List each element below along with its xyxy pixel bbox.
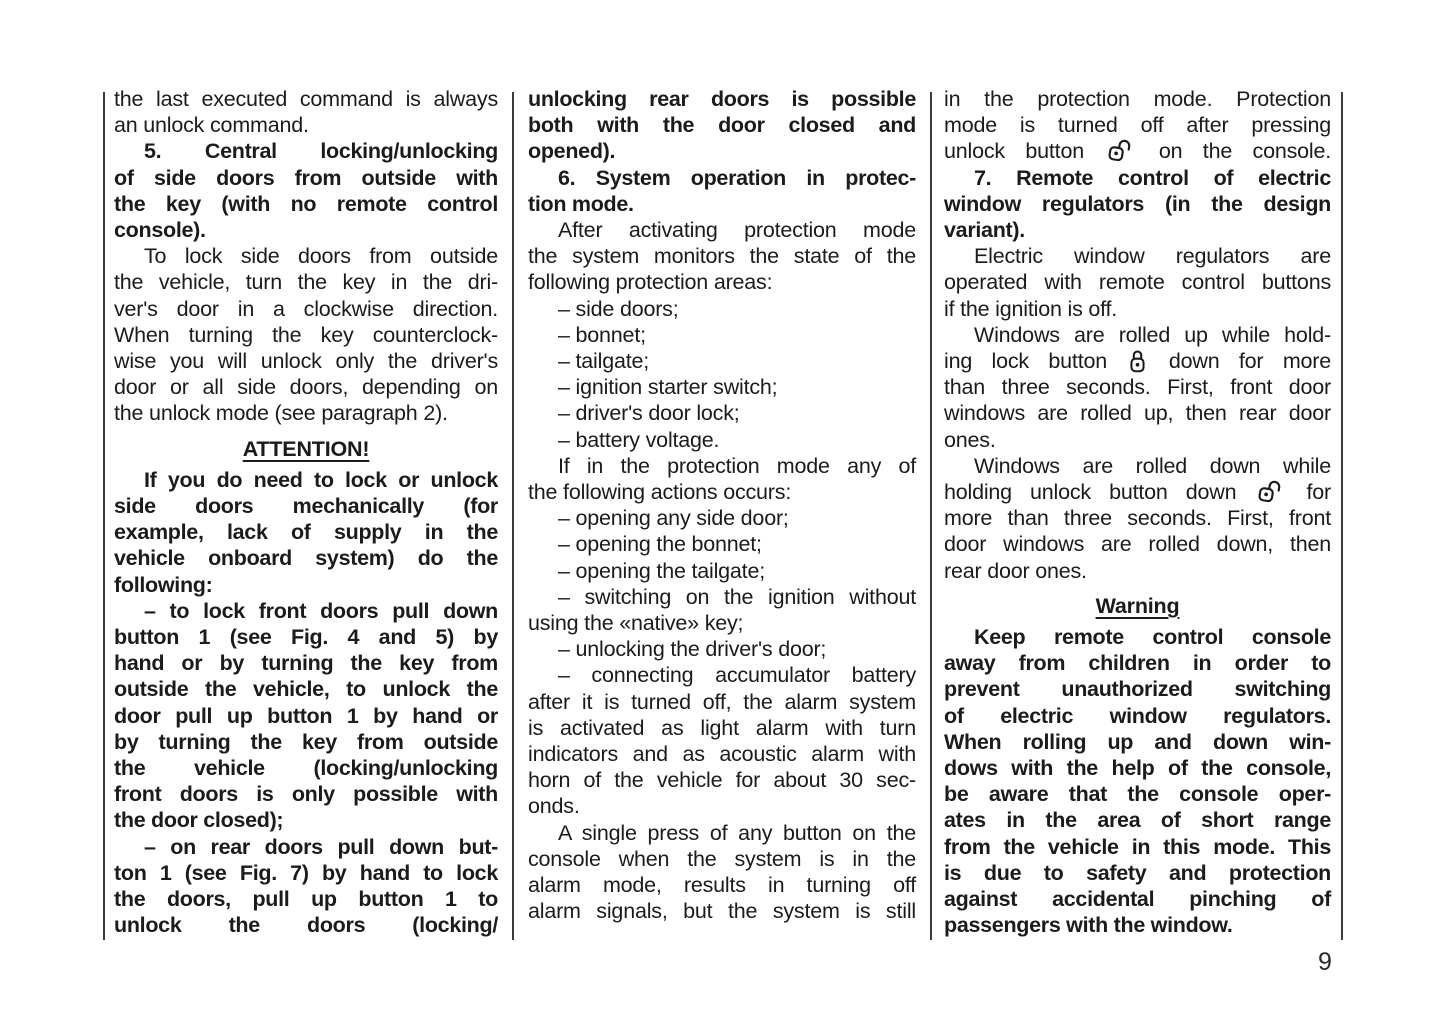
left-column-rule [103,92,105,940]
text-line: ver's door in a clockwise direction. [114,296,498,321]
text-line: – tailgate; [558,349,650,374]
text-line: A single press of any button on the [558,820,916,845]
text-line: following protection areas: [528,270,773,295]
text-line: console when the system is in the [528,846,916,871]
text-line: If in the protection mode any of [558,453,916,478]
text-line: When rolling up and down win- [944,729,1331,754]
column-separator-2 [930,92,932,940]
text-line: When turning the key counterclock- [114,322,498,347]
text-line: the following actions occurs: [528,480,792,505]
text-line: Windows are rolled up while hold- [974,322,1331,347]
text-line: – on rear doors pull down but- [144,834,498,859]
text-line: ones. [944,427,996,452]
text-line: door pull up button 1 by hand or [114,703,498,728]
text-line: the last executed command is always [114,87,498,111]
text-line: Windows are rolled down while [974,453,1331,478]
text-line: – unlocking the driver's door; [558,637,827,662]
text-line: – opening any side door; [558,506,789,531]
text-line: console). [114,218,206,243]
text-line: To lock side doors from outside [144,244,498,269]
closed-padlock-icon [1129,348,1146,374]
text-line: unlock button on the console. [944,139,1331,164]
text-line: windows are rolled up, then rear door [944,401,1331,426]
column-separator-1 [512,92,514,940]
text-line: the vehicle (locking/unlocking [114,756,498,781]
text-line: the door closed); [114,808,284,833]
text-line: ton 1 (see Fig. 7) by hand to lock [114,860,498,885]
text-line: more than three seconds. First, front [944,506,1331,531]
text-line: – connecting accumulator battery [558,663,916,688]
text-line: – side doors; [558,296,679,321]
text-line: prevent unauthorized switching [944,677,1331,702]
text-line: variant). [944,218,1025,243]
text-line: ing lock button down for more [944,349,1332,374]
text-line: following: [114,572,213,597]
open-padlock-icon [1107,138,1135,164]
text-line: be aware that the console oper- [944,782,1331,807]
text-line: – ignition starter switch; [558,375,778,400]
text-line: tion mode. [528,191,634,216]
text-line: door windows are rolled down, then [944,532,1331,557]
text-line: of side doors from outside with [114,165,498,190]
text-line: door or all side doors, depending on [114,375,498,400]
text-line: – opening the bonnet; [558,532,762,557]
page-number: 9 [1318,948,1332,976]
text-line: against accidental pinching of [944,887,1331,912]
right-column-rule [1341,92,1343,940]
text-line: 6. System operation in protec- [558,165,916,190]
text-line: – to lock front doors pull down [144,598,498,623]
column-2 [528,86,916,925]
text-line: After activating protection mode [558,218,916,243]
text-line: unlock the doors (locking/ [114,913,498,938]
text-line: If you do need to lock or unlock [144,467,498,492]
text-line: – bonnet; [558,322,646,347]
text-line: holding unlock button down for [944,480,1332,505]
text-line: the vehicle, turn the key in the dri- [114,270,498,295]
text-line: mode is turned off after pressing [944,113,1331,138]
text-line: from the vehicle in this mode. This [944,834,1331,859]
text-line: operated with remote control buttons [944,270,1331,295]
text-line: if the ignition is off. [944,296,1118,321]
text-line: onds. [528,794,580,819]
text-line: is activated as light alarm with turn [528,715,916,740]
text-line: dows with the help of the console, [944,756,1331,781]
text-line: front doors is only possible with [114,782,498,807]
text-line: both with the door closed and [528,113,916,138]
column-1 [114,86,498,939]
text-line: – switching on the ignition without [558,584,916,609]
text-line: Keep remote control console [974,625,1331,650]
text-line: the unlock mode (see paragraph 2). [114,401,448,426]
text-line: – battery voltage. [558,427,720,452]
text-line: 5. Central locking/unlocking [144,139,498,164]
text-line: wise you will unlock only the driver's [114,349,498,374]
text-line: an unlock command. [114,113,309,138]
text-line: is due to safety and protection [944,860,1331,885]
column-3 [944,86,1331,939]
section-heading [944,593,1331,619]
text-line: away from children in order to [944,651,1331,676]
text-line: passengers with the window. [944,913,1233,938]
text-line: outside the vehicle, to unlock the [114,677,498,702]
text-line: side doors mechanically (for [114,494,498,519]
text-line: of electric window regulators. [944,703,1331,728]
text-line: rear door ones. [944,558,1087,583]
text-line: window regulators (in the design [944,191,1331,216]
text-line: indicators and as acoustic alarm with [528,742,916,767]
text-line: Electric window regulators are [974,244,1331,269]
section-heading [114,436,498,462]
section-heading-text: Warning [1095,593,1180,618]
text-line: opened). [528,139,616,164]
text-line: hand or by turning the key from [114,651,498,676]
text-line: vehicle onboard system) do the [114,546,498,571]
text-line: the system monitors the state of the [528,244,916,269]
text-line: button 1 (see Fig. 4 and 5) by [114,625,498,650]
text-line: the doors, pull up button 1 to [114,887,498,912]
text-line: example, lack of supply in the [114,520,498,545]
text-line: by turning the key from outside [114,729,498,754]
text-line: than three seconds. First, front door [944,375,1331,400]
text-line: unlocking rear doors is possible [528,87,916,111]
text-line: alarm signals, but the system is still [528,899,916,924]
text-line: after it is turned off, the alarm system [528,689,916,714]
open-padlock-icon [1257,479,1285,505]
text-line: – opening the tailgate; [558,558,765,583]
text-line: 7. Remote control of electric [974,165,1331,190]
text-line: the key (with no remote control [114,191,498,216]
section-heading-text: ATTENTION! [242,436,370,461]
text-line: in the protection mode. Protection [944,87,1331,111]
text-line: alarm mode, results in turning off [528,873,916,898]
text-line: using the «native» key; [528,611,744,636]
text-line: horn of the vehicle for about 30 sec- [528,768,916,793]
text-line: ates in the area of short range [944,808,1331,833]
text-line: – driver's door lock; [558,401,740,426]
